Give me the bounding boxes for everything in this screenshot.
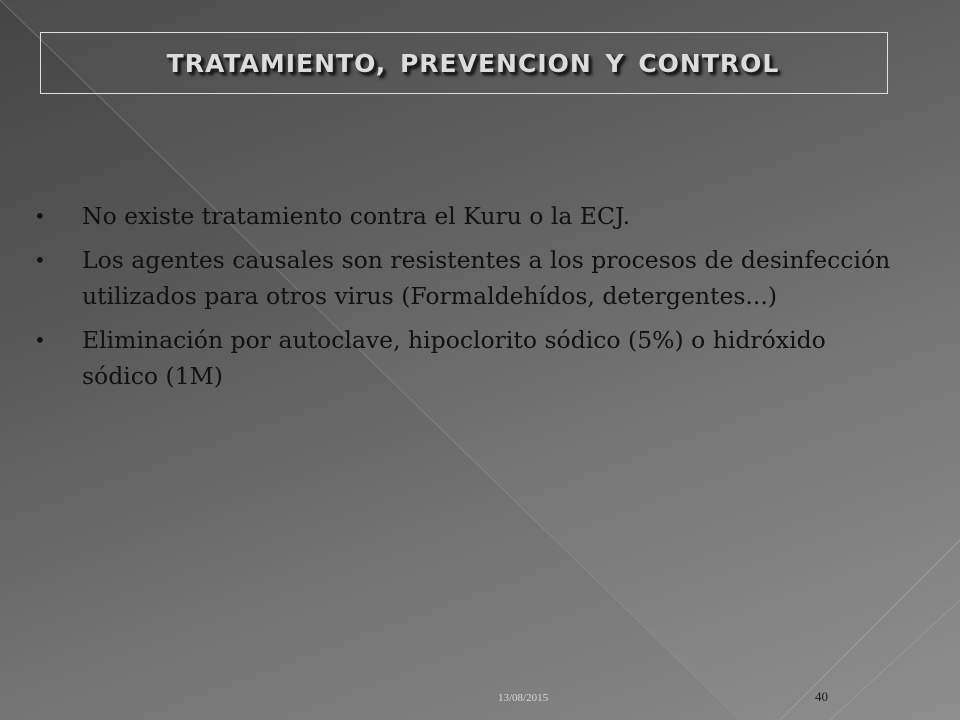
bullet-item — [30, 322, 900, 394]
bullet-text: Eliminación por autoclave, hipoclorito sódico (5%) o hidróxido sódico (1M) — [82, 326, 826, 390]
bullet-dot-icon: • — [34, 204, 46, 228]
bullet-item — [30, 198, 900, 234]
bullet-dot-icon: • — [34, 248, 46, 272]
slide-title: TRATAMIENTO, PREVENCION Y CONTROL — [166, 48, 780, 78]
bullet-dot-icon: • — [34, 328, 46, 352]
bullet-text: No existe tratamiento contra el Kuru o la ECJ. — [82, 202, 631, 230]
footer-date: 13/08/2015 — [498, 692, 549, 704]
bullet-text: Los agentes causales son resistentes a los procesos de desinfección utilizados para otros virus (Formaldehídos, detergentes...) — [82, 246, 891, 310]
bullet-item — [30, 242, 900, 314]
bullet-list — [30, 198, 900, 402]
title-box — [40, 32, 888, 94]
footer-page-number: 40 — [815, 689, 828, 704]
